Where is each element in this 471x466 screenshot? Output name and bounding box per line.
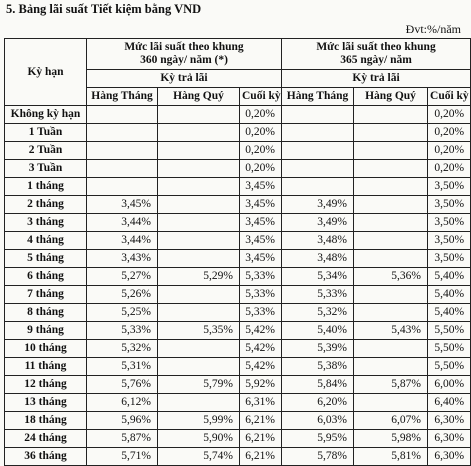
- rate-365-header-line1: Mức lãi suất theo khung: [316, 41, 436, 53]
- monthly-360-rate-cell: [87, 178, 158, 196]
- monthly-360-rate-cell: [87, 142, 158, 160]
- end-of-term-365-rate-cell: 6,30%: [428, 430, 471, 448]
- monthly-365-rate-cell: [282, 178, 354, 196]
- monthly-360-rate-cell: 5,96%: [87, 412, 158, 430]
- term-cell: 8 tháng: [5, 304, 87, 322]
- monthly-360-rate-cell: 5,25%: [87, 304, 158, 322]
- quarterly-365-rate-cell: [354, 286, 428, 304]
- monthly-365-rate-cell: 3,48%: [282, 250, 354, 268]
- quarterly-360-rate-cell: [158, 160, 240, 178]
- term-cell: 7 tháng: [5, 286, 87, 304]
- end-of-term-360-rate-cell: 3,45%: [240, 250, 282, 268]
- quarterly-360-rate-cell: [158, 250, 240, 268]
- end-of-term-365-rate-cell: 3,50%: [428, 232, 471, 250]
- quarterly-365-rate-cell: 5,36%: [354, 268, 428, 286]
- quarterly-365-rate-cell: [354, 304, 428, 322]
- quarterly-360-rate-cell: [158, 286, 240, 304]
- end-of-term-360-rate-cell: 0,20%: [240, 124, 282, 142]
- quarterly-365-rate-cell: [354, 142, 428, 160]
- monthly-365-rate-cell: 5,84%: [282, 376, 354, 394]
- monthly-365-rate-cell: 5,78%: [282, 448, 354, 466]
- end-of-term-365-rate-cell: 5,50%: [428, 322, 471, 340]
- end-of-term-360-rate-cell: 6,21%: [240, 448, 282, 466]
- quarterly-360-rate-cell: 5,29%: [158, 268, 240, 286]
- end-of-term-365-rate-cell: 3,50%: [428, 178, 471, 196]
- end-of-term-365-rate-cell: 3,50%: [428, 214, 471, 232]
- quarterly-365-rate-cell: [354, 124, 428, 142]
- term-header: Kỳ hạn: [5, 39, 87, 106]
- monthly-360-rate-cell: 5,87%: [87, 430, 158, 448]
- quarterly-header-360: Hàng Quý: [158, 88, 240, 106]
- rate-365-header: [282, 39, 471, 70]
- quarterly-360-rate-cell: 5,35%: [158, 322, 240, 340]
- quarterly-360-rate-cell: [158, 106, 240, 124]
- table-row: [5, 178, 471, 196]
- table-row: [5, 124, 471, 142]
- table-row: [5, 106, 471, 124]
- end-of-term-360-rate-cell: 5,33%: [240, 304, 282, 322]
- quarterly-365-rate-cell: 5,98%: [354, 430, 428, 448]
- term-cell: 3 Tuần: [5, 160, 87, 178]
- monthly-365-rate-cell: 5,40%: [282, 322, 354, 340]
- monthly-360-rate-cell: [87, 106, 158, 124]
- table-row: [5, 268, 471, 286]
- quarterly-365-rate-cell: [354, 340, 428, 358]
- end-of-term-360-rate-cell: 5,33%: [240, 286, 282, 304]
- table-row: [5, 196, 471, 214]
- rate-360-header-line1: Mức lãi suất theo khung: [124, 41, 244, 53]
- end-of-term-365-rate-cell: 0,20%: [428, 124, 471, 142]
- end-of-term-360-rate-cell: 0,20%: [240, 142, 282, 160]
- table-row: [5, 358, 471, 376]
- quarterly-365-rate-cell: 5,87%: [354, 376, 428, 394]
- end-of-term-365-rate-cell: 5,40%: [428, 268, 471, 286]
- monthly-360-rate-cell: 3,44%: [87, 232, 158, 250]
- quarterly-365-rate-cell: [354, 250, 428, 268]
- term-cell: 2 Tuần: [5, 142, 87, 160]
- term-cell: 5 tháng: [5, 250, 87, 268]
- quarterly-360-rate-cell: 5,99%: [158, 412, 240, 430]
- end-of-term-360-rate-cell: 5,92%: [240, 376, 282, 394]
- term-cell: 6 tháng: [5, 268, 87, 286]
- monthly-360-rate-cell: 3,44%: [87, 214, 158, 232]
- end-of-term-365-rate-cell: 3,50%: [428, 196, 471, 214]
- quarterly-360-rate-cell: [158, 124, 240, 142]
- table-row: [5, 322, 471, 340]
- monthly-365-rate-cell: 3,48%: [282, 232, 354, 250]
- end-of-term-header-360: Cuối kỳ: [240, 88, 282, 106]
- monthly-360-rate-cell: 5,31%: [87, 358, 158, 376]
- rate-table-body: [5, 106, 471, 466]
- end-of-term-360-rate-cell: 5,33%: [240, 268, 282, 286]
- monthly-360-rate-cell: 5,26%: [87, 286, 158, 304]
- end-of-term-360-rate-cell: 5,42%: [240, 340, 282, 358]
- quarterly-365-rate-cell: [354, 178, 428, 196]
- term-cell: 3 tháng: [5, 214, 87, 232]
- monthly-360-rate-cell: 5,71%: [87, 448, 158, 466]
- payment-period-header-360: Kỳ trả lãi: [87, 70, 282, 88]
- quarterly-360-rate-cell: 5,90%: [158, 430, 240, 448]
- quarterly-360-rate-cell: [158, 232, 240, 250]
- end-of-term-360-rate-cell: 6,21%: [240, 412, 282, 430]
- term-cell: 9 tháng: [5, 322, 87, 340]
- table-row: [5, 250, 471, 268]
- end-of-term-360-rate-cell: 3,45%: [240, 232, 282, 250]
- end-of-term-360-rate-cell: 0,20%: [240, 160, 282, 178]
- end-of-term-360-rate-cell: 3,45%: [240, 178, 282, 196]
- monthly-365-rate-cell: 5,32%: [282, 304, 354, 322]
- monthly-360-rate-cell: [87, 124, 158, 142]
- monthly-365-rate-cell: 5,38%: [282, 358, 354, 376]
- monthly-360-rate-cell: 5,33%: [87, 322, 158, 340]
- monthly-365-rate-cell: [282, 124, 354, 142]
- end-of-term-365-rate-cell: 0,20%: [428, 142, 471, 160]
- table-row: [5, 304, 471, 322]
- term-cell: 18 tháng: [5, 412, 87, 430]
- term-cell: 11 tháng: [5, 358, 87, 376]
- end-of-term-360-rate-cell: 6,31%: [240, 394, 282, 412]
- quarterly-360-rate-cell: [158, 358, 240, 376]
- quarterly-365-rate-cell: [354, 232, 428, 250]
- table-row: [5, 160, 471, 178]
- quarterly-360-rate-cell: [158, 394, 240, 412]
- monthly-365-rate-cell: [282, 106, 354, 124]
- quarterly-360-rate-cell: [158, 304, 240, 322]
- table-row: [5, 232, 471, 250]
- table-row: [5, 142, 471, 160]
- payment-period-header-365: Kỳ trả lãi: [282, 70, 471, 88]
- end-of-term-header-365: Cuối kỳ: [428, 88, 471, 106]
- monthly-365-rate-cell: [282, 160, 354, 178]
- monthly-365-rate-cell: 3,49%: [282, 214, 354, 232]
- monthly-header-360: Hàng Tháng: [87, 88, 158, 106]
- table-row: [5, 430, 471, 448]
- section-heading: 5. Bảng lãi suất Tiết kiệm bằng VND: [6, 2, 202, 16]
- end-of-term-365-rate-cell: 6,00%: [428, 376, 471, 394]
- end-of-term-365-rate-cell: 6,40%: [428, 394, 471, 412]
- quarterly-360-rate-cell: 5,79%: [158, 376, 240, 394]
- monthly-365-rate-cell: 5,39%: [282, 340, 354, 358]
- monthly-360-rate-cell: 3,45%: [87, 196, 158, 214]
- quarterly-360-rate-cell: [158, 178, 240, 196]
- end-of-term-360-rate-cell: 0,20%: [240, 106, 282, 124]
- end-of-term-360-rate-cell: 5,42%: [240, 358, 282, 376]
- unit-label: Đvt:%/năm: [405, 22, 461, 36]
- quarterly-360-rate-cell: 5,74%: [158, 448, 240, 466]
- monthly-365-rate-cell: 3,49%: [282, 196, 354, 214]
- term-cell: 10 tháng: [5, 340, 87, 358]
- term-cell: 2 tháng: [5, 196, 87, 214]
- term-cell: 12 tháng: [5, 376, 87, 394]
- table-row: [5, 448, 471, 466]
- quarterly-365-rate-cell: 5,81%: [354, 448, 428, 466]
- monthly-360-rate-cell: 5,27%: [87, 268, 158, 286]
- end-of-term-365-rate-cell: 5,40%: [428, 286, 471, 304]
- quarterly-365-rate-cell: [354, 106, 428, 124]
- monthly-360-rate-cell: 3,43%: [87, 250, 158, 268]
- quarterly-360-rate-cell: [158, 340, 240, 358]
- monthly-360-rate-cell: 5,32%: [87, 340, 158, 358]
- end-of-term-365-rate-cell: 0,20%: [428, 106, 471, 124]
- end-of-term-360-rate-cell: 5,42%: [240, 322, 282, 340]
- quarterly-360-rate-cell: [158, 196, 240, 214]
- end-of-term-360-rate-cell: 3,45%: [240, 214, 282, 232]
- monthly-header-365: Hàng Tháng: [282, 88, 354, 106]
- interest-rate-table: [4, 38, 471, 466]
- rate-360-header-line2: 360 ngày/ năm (*): [140, 54, 228, 66]
- end-of-term-365-rate-cell: 6,30%: [428, 412, 471, 430]
- quarterly-365-rate-cell: 6,07%: [354, 412, 428, 430]
- table-row: [5, 394, 471, 412]
- term-cell: 13 tháng: [5, 394, 87, 412]
- end-of-term-365-rate-cell: 5,50%: [428, 340, 471, 358]
- monthly-365-rate-cell: 5,34%: [282, 268, 354, 286]
- table-row: [5, 376, 471, 394]
- rate-360-header: [87, 39, 282, 70]
- term-cell: 4 tháng: [5, 232, 87, 250]
- end-of-term-365-rate-cell: 3,50%: [428, 250, 471, 268]
- table-row: [5, 214, 471, 232]
- rate-365-header-line2: 365 ngày/ năm: [340, 54, 412, 66]
- quarterly-360-rate-cell: [158, 142, 240, 160]
- monthly-365-rate-cell: 6,03%: [282, 412, 354, 430]
- quarterly-365-rate-cell: [354, 358, 428, 376]
- monthly-360-rate-cell: 5,76%: [87, 376, 158, 394]
- quarterly-header-365: Hàng Quý: [354, 88, 428, 106]
- quarterly-365-rate-cell: [354, 196, 428, 214]
- term-cell: 24 tháng: [5, 430, 87, 448]
- end-of-term-365-rate-cell: 5,50%: [428, 358, 471, 376]
- end-of-term-365-rate-cell: 0,20%: [428, 160, 471, 178]
- monthly-365-rate-cell: 6,20%: [282, 394, 354, 412]
- monthly-365-rate-cell: 5,95%: [282, 430, 354, 448]
- quarterly-365-rate-cell: [354, 394, 428, 412]
- term-cell: 1 tháng: [5, 178, 87, 196]
- monthly-360-rate-cell: 6,12%: [87, 394, 158, 412]
- end-of-term-365-rate-cell: 6,30%: [428, 448, 471, 466]
- quarterly-365-rate-cell: [354, 214, 428, 232]
- end-of-term-360-rate-cell: 6,21%: [240, 430, 282, 448]
- end-of-term-360-rate-cell: 3,45%: [240, 196, 282, 214]
- quarterly-365-rate-cell: [354, 160, 428, 178]
- term-cell: 1 Tuần: [5, 124, 87, 142]
- monthly-365-rate-cell: [282, 142, 354, 160]
- quarterly-365-rate-cell: 5,43%: [354, 322, 428, 340]
- table-row: [5, 340, 471, 358]
- quarterly-360-rate-cell: [158, 214, 240, 232]
- end-of-term-365-rate-cell: 5,40%: [428, 304, 471, 322]
- monthly-365-rate-cell: 5,33%: [282, 286, 354, 304]
- term-cell: Không kỳ hạn: [5, 106, 87, 124]
- table-row: [5, 412, 471, 430]
- table-row: [5, 286, 471, 304]
- term-cell: 36 tháng: [5, 448, 87, 466]
- monthly-360-rate-cell: [87, 160, 158, 178]
